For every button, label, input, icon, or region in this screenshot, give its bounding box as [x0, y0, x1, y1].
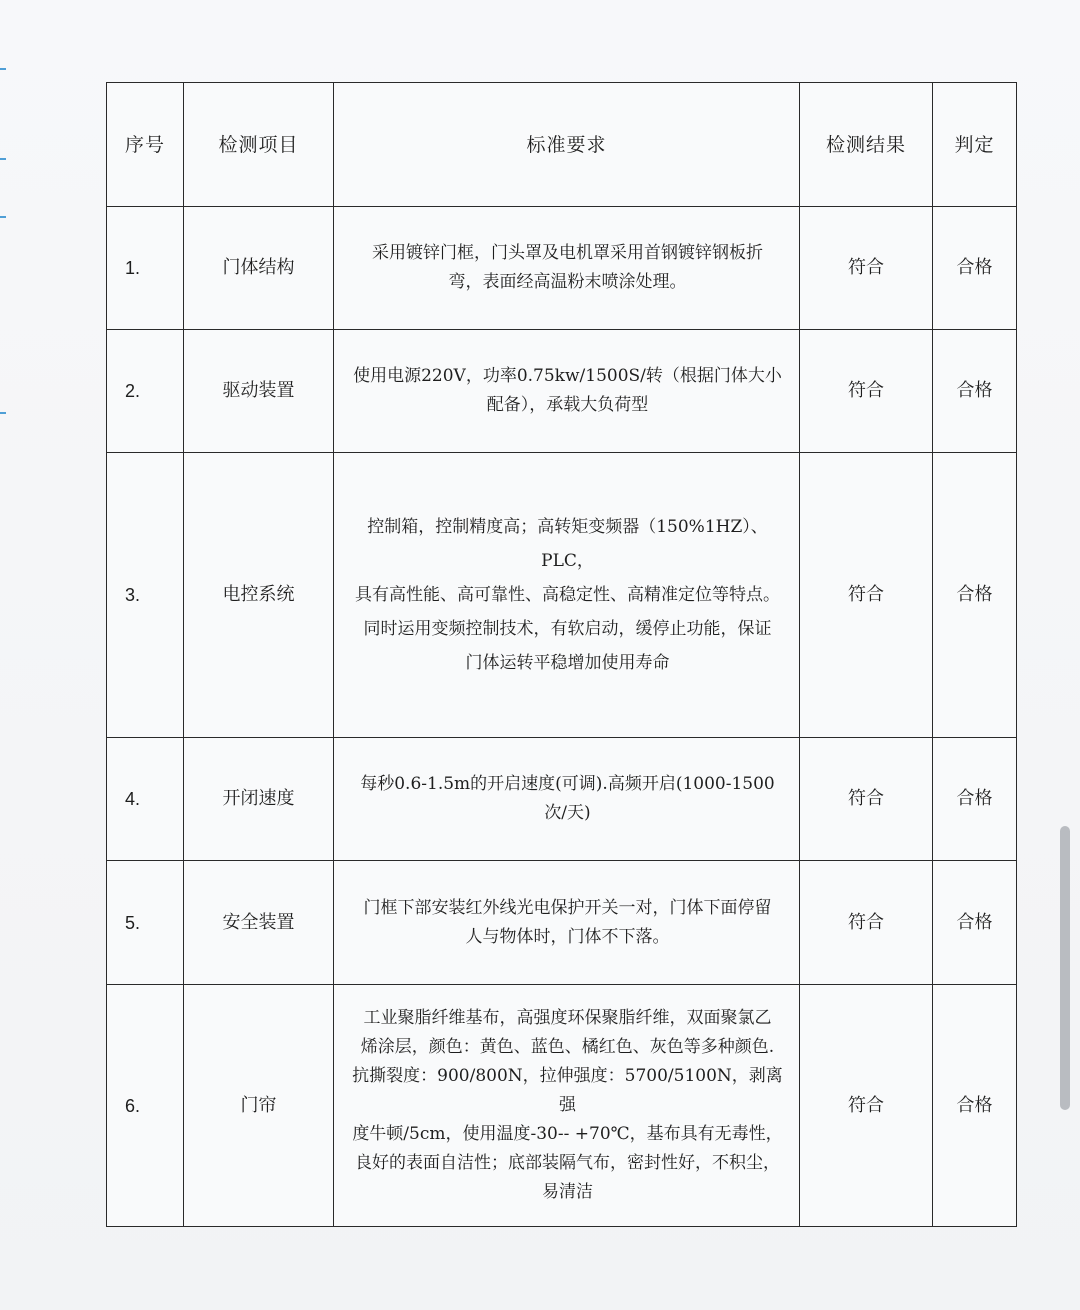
edge-mark: [0, 412, 6, 414]
requirement-line: 控制箱，控制精度高；高转矩变频器（150%1HZ）、PLC，: [367, 517, 768, 571]
row-verdict: 合格: [933, 453, 1017, 738]
table-row: [107, 738, 1017, 861]
table-row: [107, 861, 1017, 985]
row-result: 符合: [800, 453, 933, 738]
row-requirement: [334, 738, 800, 861]
edge-mark: [0, 216, 6, 218]
row-requirement: [334, 985, 800, 1227]
row-result: 符合: [800, 985, 933, 1227]
row-verdict: 合格: [933, 330, 1017, 453]
row-verdict: 合格: [933, 207, 1017, 330]
requirement-line: 烯涂层，颜色：黄色、蓝色、橘红色、灰色等多种颜色.: [360, 1037, 775, 1057]
row-requirement: [334, 330, 800, 453]
header-result: 检测结果: [800, 83, 933, 207]
header-item: 检测项目: [184, 83, 334, 207]
row-result: 符合: [800, 207, 933, 330]
table-row: [107, 330, 1017, 453]
row-result: 符合: [800, 330, 933, 453]
row-verdict: 合格: [933, 738, 1017, 861]
row-item: 门帘: [184, 985, 334, 1227]
requirement-line: 门体运转平稳增加使用寿命: [465, 653, 670, 673]
row-no: 1.: [107, 207, 184, 330]
row-result: 符合: [800, 861, 933, 985]
row-requirement: [334, 861, 800, 985]
requirement-line: 采用镀锌门框，门头罩及电机罩采用首钢镀锌钢板折: [372, 243, 763, 263]
requirement-line: 每秒0.6-1.5m的开启速度(可调).高频开启(1000-1500: [360, 774, 775, 794]
row-item: 电控系统: [184, 453, 334, 738]
requirement-line: 同时运用变频控制技术，有软启动，缓停止功能，保证: [363, 619, 772, 639]
table-row: [107, 985, 1017, 1227]
header-verdict: 判定: [933, 83, 1017, 207]
row-item: 门体结构: [184, 207, 334, 330]
edge-mark: [0, 158, 6, 160]
row-result: 符合: [800, 738, 933, 861]
requirement-line: 弯，表面经高温粉末喷涂处理。: [448, 272, 687, 292]
row-no: 6.: [107, 985, 184, 1227]
row-no: 2.: [107, 330, 184, 453]
requirement-line: 工业聚脂纤维基布，高强度环保聚脂纤维，双面聚氯乙: [363, 1008, 772, 1028]
table-row: [107, 207, 1017, 330]
row-item: 安全装置: [184, 861, 334, 985]
row-no: 5.: [107, 861, 184, 985]
requirement-line: 具有高性能、高可靠性、高稳定性、高精准定位等特点。: [355, 585, 780, 605]
vertical-scrollbar[interactable]: [1060, 826, 1070, 1110]
row-no: 3.: [107, 453, 184, 738]
requirement-line: 度牛顿/5cm，使用温度-30-- +70℃，基布具有无毒性，: [352, 1124, 783, 1144]
inspection-table: [106, 82, 1017, 1227]
header-requirement: 标准要求: [334, 83, 800, 207]
requirement-line: 易清洁: [542, 1182, 593, 1202]
requirement-line: 人与物体时，门体不下落。: [465, 926, 670, 947]
requirement-line: 使用电源220V，功率0.75kw/1500S/转（根据门体大小: [353, 366, 782, 386]
row-requirement: [334, 207, 800, 330]
row-item: 驱动装置: [184, 330, 334, 453]
requirement-line: 良好的表面自洁性；底部装隔气布，密封性好，不积尘，: [355, 1153, 780, 1173]
requirement-line: 次/天): [544, 803, 591, 823]
table-row: [107, 453, 1017, 738]
requirement-line: 配备），承载大负荷型: [486, 395, 649, 415]
row-requirement: [334, 453, 800, 738]
edge-mark: [0, 68, 6, 70]
row-verdict: 合格: [933, 861, 1017, 985]
header-no: 序号: [107, 83, 184, 207]
requirement-line: 门框下部安装红外线光电保护开关一对，门体下面停留: [363, 897, 772, 918]
row-item: 开闭速度: [184, 738, 334, 861]
table-header-row: [107, 83, 1017, 207]
row-no: 4.: [107, 738, 184, 861]
row-verdict: 合格: [933, 985, 1017, 1227]
requirement-line: 抗撕裂度：900/800N，拉伸强度：5700/5100N，剥离强: [352, 1066, 783, 1115]
